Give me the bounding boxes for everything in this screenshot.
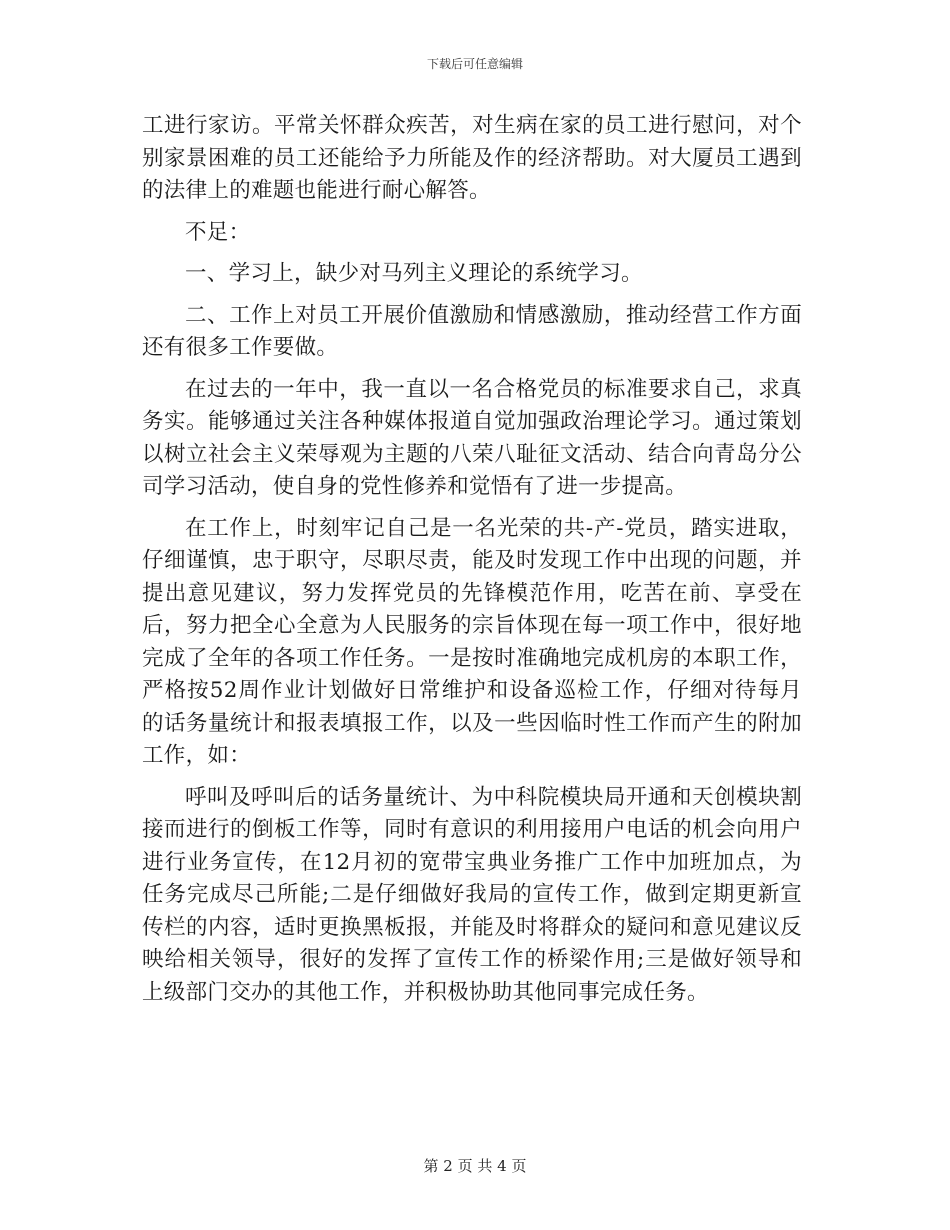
paragraph-shortcomings-heading: 不足： <box>185 219 251 245</box>
paragraph-shortcoming-2: 二、工作上对员工开展价值激励和情感激励，推动经营工作方面还有很多工作要做。 <box>142 302 802 360</box>
document-body <box>142 110 802 1009</box>
paragraph-work-duties: 在工作上，时刻牢记自己是一名光荣的共-产-党员，踏实进取，仔细谨慎，忠于职守，尽职尽责，能及时发现工作中出现的问题，并提出意见建议，努力发挥党员的先锋模范作用，吃苦在前、享受在后，努力把全心全意为人民服务的宗旨体现在每一项工作中，很好地完成了全年的各项工作任务。一是按时准确地完成机房的本职工作，严格按52周作业计划做好日常维护和设备巡检工作，仔细对待每月的话务量统计和报表填报工作，以及一些因临时性工作而产生的附加工作，如： <box>142 515 802 768</box>
page-header-note: 下载后可任意编辑 <box>426 57 523 71</box>
paragraph-continuation: 工进行家访。平常关怀群众疾苦，对生病在家的员工进行慰问，对个别家景困难的员工还能给予力所能及作的经济帮助。对大厦员工遇到的法律上的难题也能进行耐心解答。 <box>142 113 802 203</box>
page-number-footer: 第 2 页 共 4 页 <box>423 1157 527 1175</box>
paragraph-shortcoming-1: 一、学习上，缺少对马列主义理论的系统学习。 <box>185 261 643 286</box>
paragraph-political-study: 在过去的一年中，我一直以一名合格党员的标准要求自己，求真务实。能够通过关注各种媒体报道自觉加强政治理论学习。通过策划以树立社会主义荣辱观为主题的八荣八耻征文活动、结合向青岛分公司学习活动，使自身的党性修养和觉悟有了进一步提高。 <box>142 376 802 499</box>
paragraph-work-details: 呼叫及呼叫后的话务量统计、为中科院模块局开通和天创模块割接而进行的倒板工作等，同时有意识的利用接用户电话的机会向用户进行业务宣传，在12月初的宽带宝典业务推广工作中加班加点，为任务完成尽己所能;二是仔细做好我局的宣传工作，做到定期更新宣传栏的内容，适时更换黑板报，并能及时将群众的疑问和意见建议反映给相关领导，很好的发挥了宣传工作的桥梁作用;三是做好领导和上级部门交办的其他工作，并积极协助其他同事完成任务。 <box>142 784 802 1005</box>
